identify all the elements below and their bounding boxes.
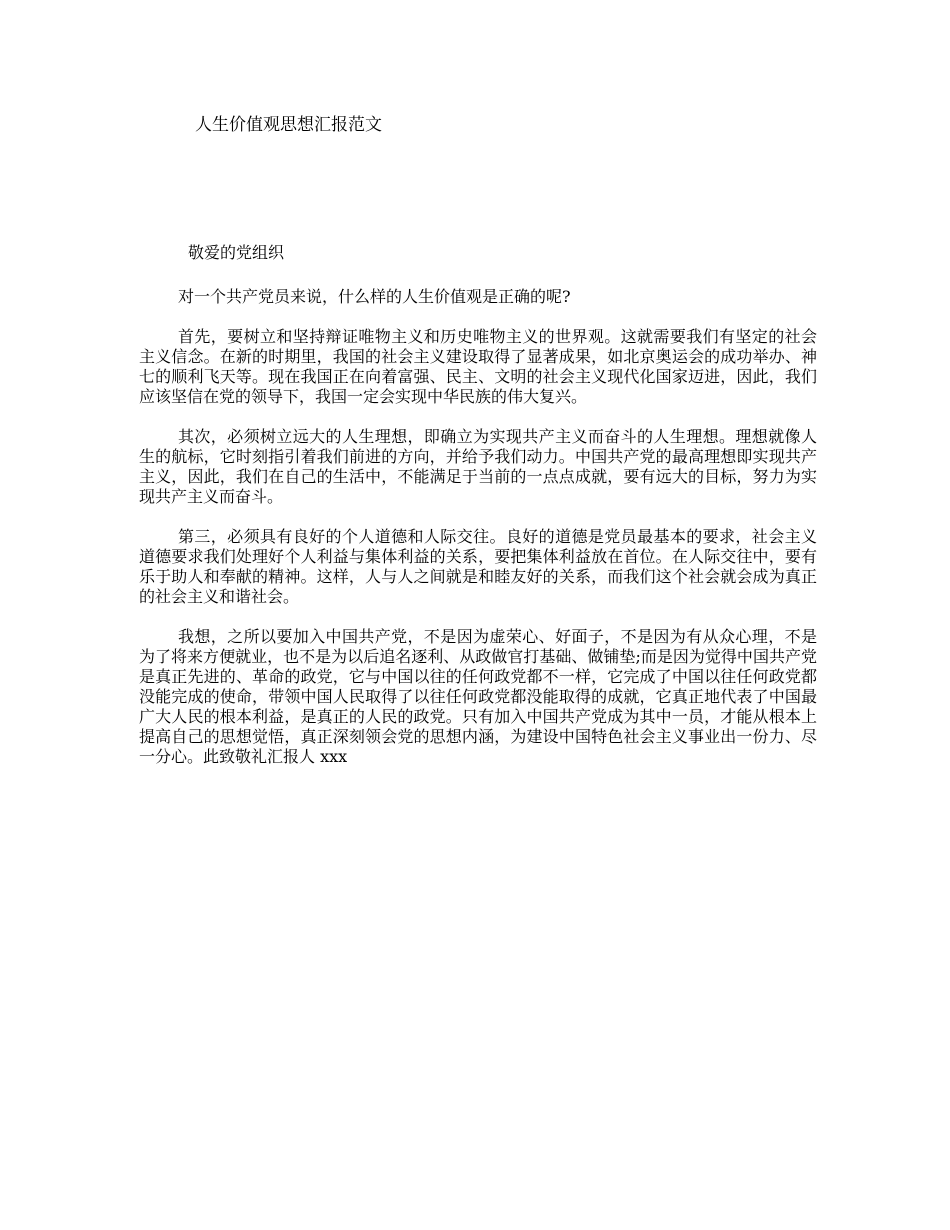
- paragraph-question: 对一个共产党员来说，什么样的人生价值观是正确的呢?: [178, 287, 571, 306]
- salutation: 敬爱的党组织: [188, 243, 285, 262]
- paragraph-second: 其次，必须树立远大的人生理想，即确立为实现共产主义而奋斗的人生理想。理想就像人生的航标，它时刻指引着我们前进的方向，并给予我们动力。中国共产党的最高理想即实现共产主义，因此，我们在自己的生活中，不能满足于当前的一点点成就，要有远大的目标，努力为实现共产主义而奋斗。: [139, 427, 817, 506]
- document-title: 人生价值观思想汇报范文: [195, 115, 382, 135]
- paragraph-first: 首先，要树立和坚持辩证唯物主义和历史唯物主义的世界观。这就需要我们有坚定的社会主义信念。在新的时期里，我国的社会主义建设取得了显著成果，如北京奥运会的成功举办、神七的顺利飞天等。现在我国正在向着富强、民主、文明的社会主义现代化国家迈进，因此，我们应该坚信在党的领导下，我国一定会实现中华民族的伟大复兴。: [139, 327, 817, 406]
- document-body: [139, 287, 817, 767]
- paragraph-conclusion: 我想，之所以要加入中国共产党，不是因为虚荣心、好面子，不是因为有从众心理，不是为了将来方便就业，也不是为以后追名逐利、从政做官打基础、做铺垫;而是因为觉得中国共产党是真正先进的、革命的政党，它与中国以往的任何政党都不一样，它完成了中国以往任何政党都没能完成的使命，带领中国人民取得了以往任何政党都没能取得的成就，它真正地代表了中国最广大人民的根本利益，是真正的人民的政党。只有加入中国共产党成为其中一员，才能从根本上提高自己的思想觉悟，真正深刻领会党的思想内涵，为建设中国特色社会主义事业出一份力、尽一分心。此致敬礼汇报人 xxx: [139, 627, 817, 766]
- paragraph-third: 第三，必须具有良好的个人道德和人际交往。良好的道德是党员最基本的要求，社会主义道德要求我们处理好个人利益与集体利益的关系，要把集体利益放在首位。在人际交往中，要有乐于助人和奉献的精神。这样，人与人之间就是和睦友好的关系，而我们这个社会就会成为真正的社会主义和谐社会。: [139, 527, 817, 606]
